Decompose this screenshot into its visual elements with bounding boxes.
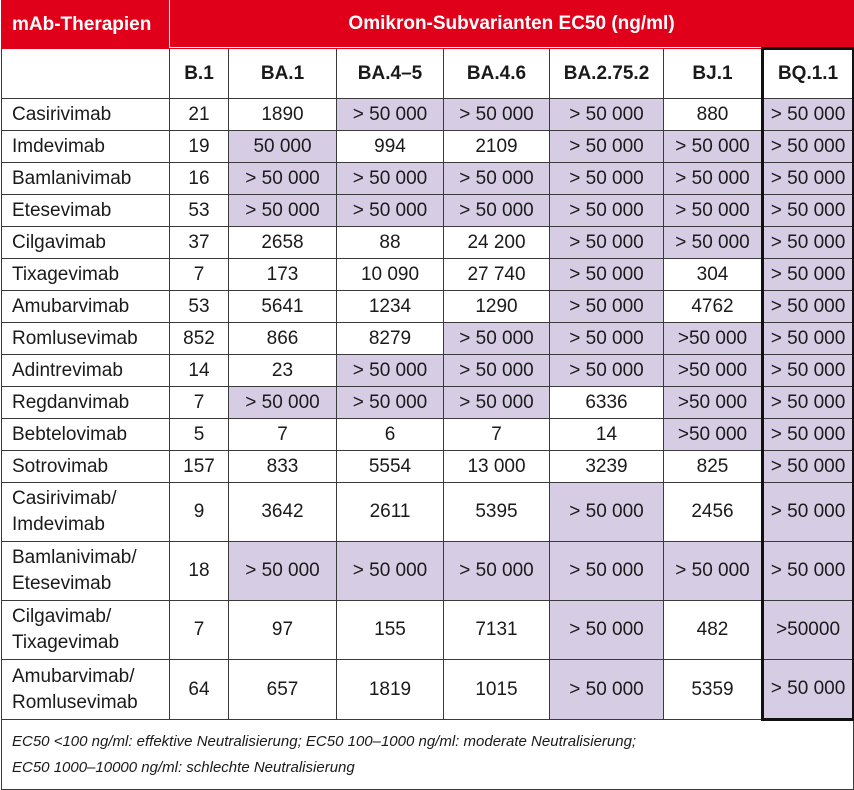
ec50-value: > 50 000 [444,542,550,601]
ec50-value: > 50 000 [337,542,444,601]
ec50-value: 13 000 [444,451,550,483]
ec50-value: > 50 000 [229,163,337,195]
table-row [2,419,854,451]
ec50-value: > 50 000 [229,542,337,601]
footnote-row [2,720,854,790]
ec50-value: 5359 [664,660,763,720]
column-header-4: BA.4.6 [444,49,550,99]
ec50-value: 7 [170,601,229,660]
ec50-value: > 50 000 [229,387,337,419]
ec50-value: 5 [170,419,229,451]
ec50-value: >50 000 [664,419,763,451]
therapy-name: Bebtelovimab [2,419,170,451]
ec50-value: > 50 000 [337,163,444,195]
ec50-value: > 50 000 [763,259,854,291]
ec50-value: 1234 [337,291,444,323]
ec50-value: 24 200 [444,227,550,259]
ec50-value: 5554 [337,451,444,483]
therapy-name: Adintrevimab [2,355,170,387]
ec50-value: > 50 000 [763,387,854,419]
ec50-value: 4762 [664,291,763,323]
ec50-value: 833 [229,451,337,483]
ec50-value: > 50 000 [550,259,664,291]
ec50-value: > 50 000 [550,660,664,720]
ec50-value: > 50 000 [550,227,664,259]
ec50-value: 21 [170,99,229,131]
ec50-value: >50 000 [664,355,763,387]
ec50-value: > 50 000 [550,542,664,601]
therapy-name: Tixagevimab [2,259,170,291]
ec50-value: 7131 [444,601,550,660]
table-row [2,195,854,227]
footnote-line-1: EC50 <100 ng/ml: effektive Neutralisierung; EC50 100–1000 ng/ml: moderate Neutralisierung; [12,733,637,750]
ec50-value: 304 [664,259,763,291]
ec50-value: > 50 000 [550,355,664,387]
therapy-name: Amubarvimab/ Romlusevimab [2,660,170,720]
table-row [2,99,854,131]
footnote-line-2: EC50 1000–10000 ng/ml: schlechte Neutralisierung [12,759,355,776]
ec50-value: > 50 000 [763,291,854,323]
therapy-name: Imdevimab [2,131,170,163]
ec50-value: 53 [170,291,229,323]
ec50-value: 7 [229,419,337,451]
ec50-value: 1015 [444,660,550,720]
ec50-value: 155 [337,601,444,660]
table-row [2,387,854,419]
ec50-value: 53 [170,195,229,227]
therapy-name: Etesevimab [2,195,170,227]
ec50-value: 50 000 [229,131,337,163]
therapy-name: Cilgavimab/ Tixagevimab [2,601,170,660]
ec50-value: > 50 000 [444,195,550,227]
ec50-value: > 50 000 [444,387,550,419]
therapy-name: Bamlanivimab/ Etesevimab [2,542,170,601]
ec50-value: 14 [550,419,664,451]
column-header-3: BA.4–5 [337,49,444,99]
ec50-value: 852 [170,323,229,355]
ec50-value: 482 [664,601,763,660]
ec50-table [1,0,854,790]
ec50-value: 157 [170,451,229,483]
ec50-value: 1290 [444,291,550,323]
ec50-value: 3239 [550,451,664,483]
table-row [2,323,854,355]
therapy-name: Cilgavimab [2,227,170,259]
ec50-value: 7 [170,259,229,291]
therapy-name: Casirivimab/ Imdevimab [2,483,170,542]
therapy-name: Bamlanivimab [2,163,170,195]
table-row [2,542,854,601]
ec50-value: > 50 000 [763,163,854,195]
subvariants-header: Omikron-Subvarianten EC50 (ng/ml) [170,1,854,49]
ec50-value: > 50 000 [763,660,854,720]
ec50-value: > 50 000 [763,542,854,601]
ec50-value: 2456 [664,483,763,542]
ec50-value: > 50 000 [550,601,664,660]
ec50-value: 2611 [337,483,444,542]
ec50-value: 7 [170,387,229,419]
column-header-7: BQ.1.1 [763,49,854,99]
column-header-1: B.1 [170,49,229,99]
ec50-value: 10 090 [337,259,444,291]
therapy-name: Regdanvimab [2,387,170,419]
ec50-value: > 50 000 [550,323,664,355]
ec50-value: 880 [664,99,763,131]
ec50-value: 64 [170,660,229,720]
ec50-value: > 50 000 [337,387,444,419]
ec50-value: > 50 000 [664,542,763,601]
ec50-value: 27 740 [444,259,550,291]
ec50-value: > 50 000 [664,163,763,195]
ec50-value: 173 [229,259,337,291]
table-header-row [2,1,854,49]
ec50-value: 994 [337,131,444,163]
ec50-value: 825 [664,451,763,483]
column-header-2: BA.1 [229,49,337,99]
column-header-row [2,49,854,99]
ec50-value: 7 [444,419,550,451]
ec50-value: 2109 [444,131,550,163]
ec50-value: > 50 000 [337,195,444,227]
ec50-value: > 50 000 [763,483,854,542]
table-row [2,291,854,323]
table-row [2,259,854,291]
ec50-value: 19 [170,131,229,163]
ec50-value: > 50 000 [763,195,854,227]
ec50-value: 97 [229,601,337,660]
ec50-value: 657 [229,660,337,720]
ec50-value: 5641 [229,291,337,323]
ec50-value: > 50 000 [664,195,763,227]
ec50-value: > 50 000 [763,131,854,163]
ec50-value: > 50 000 [444,355,550,387]
ec50-value: > 50 000 [550,483,664,542]
ec50-value: > 50 000 [550,291,664,323]
table-row [2,660,854,720]
footnote [2,720,854,790]
ec50-value: 3642 [229,483,337,542]
table-row [2,227,854,259]
ec50-value: 23 [229,355,337,387]
column-header-6: BJ.1 [664,49,763,99]
ec50-value: > 50 000 [763,451,854,483]
ec50-value: > 50 000 [550,131,664,163]
ec50-value: 18 [170,542,229,601]
ec50-value: 1890 [229,99,337,131]
ec50-value: 6336 [550,387,664,419]
ec50-value: 5395 [444,483,550,542]
table-row [2,163,854,195]
ec50-value: > 50 000 [763,227,854,259]
ec50-value: 16 [170,163,229,195]
ec50-value: >50 000 [664,387,763,419]
ec50-value: 2658 [229,227,337,259]
ec50-value: 866 [229,323,337,355]
therapy-name: Amubarvimab [2,291,170,323]
ec50-value: > 50 000 [763,419,854,451]
ec50-value: > 50 000 [550,99,664,131]
ec50-value: 9 [170,483,229,542]
table-row [2,601,854,660]
ec50-value: > 50 000 [550,195,664,227]
ec50-value: 37 [170,227,229,259]
ec50-value: 8279 [337,323,444,355]
therapy-name: Casirivimab [2,99,170,131]
table-row [2,131,854,163]
ec50-value: > 50 000 [229,195,337,227]
ec50-value: > 50 000 [664,131,763,163]
column-header-5: BA.2.75.2 [550,49,664,99]
table-row [2,355,854,387]
ec50-value: > 50 000 [337,355,444,387]
table-row [2,483,854,542]
ec50-value: > 50 000 [763,355,854,387]
ec50-value: > 50 000 [444,99,550,131]
ec50-value: > 50 000 [444,163,550,195]
ec50-value: > 50 000 [550,163,664,195]
ec50-value: > 50 000 [337,99,444,131]
ec50-value: > 50 000 [763,323,854,355]
ec50-value: >50 000 [664,323,763,355]
therapy-name: Romlusevimab [2,323,170,355]
ec50-value: > 50 000 [664,227,763,259]
ec50-value: 1819 [337,660,444,720]
ec50-value: 88 [337,227,444,259]
ec50-value: 14 [170,355,229,387]
ec50-value: > 50 000 [763,99,854,131]
ec50-value: 6 [337,419,444,451]
empty-corner-cell [2,49,170,99]
table-row [2,451,854,483]
therapies-header: mAb-Therapien [2,1,170,49]
therapy-name: Sotrovimab [2,451,170,483]
ec50-value: > 50 000 [444,323,550,355]
ec50-value: >50000 [763,601,854,660]
